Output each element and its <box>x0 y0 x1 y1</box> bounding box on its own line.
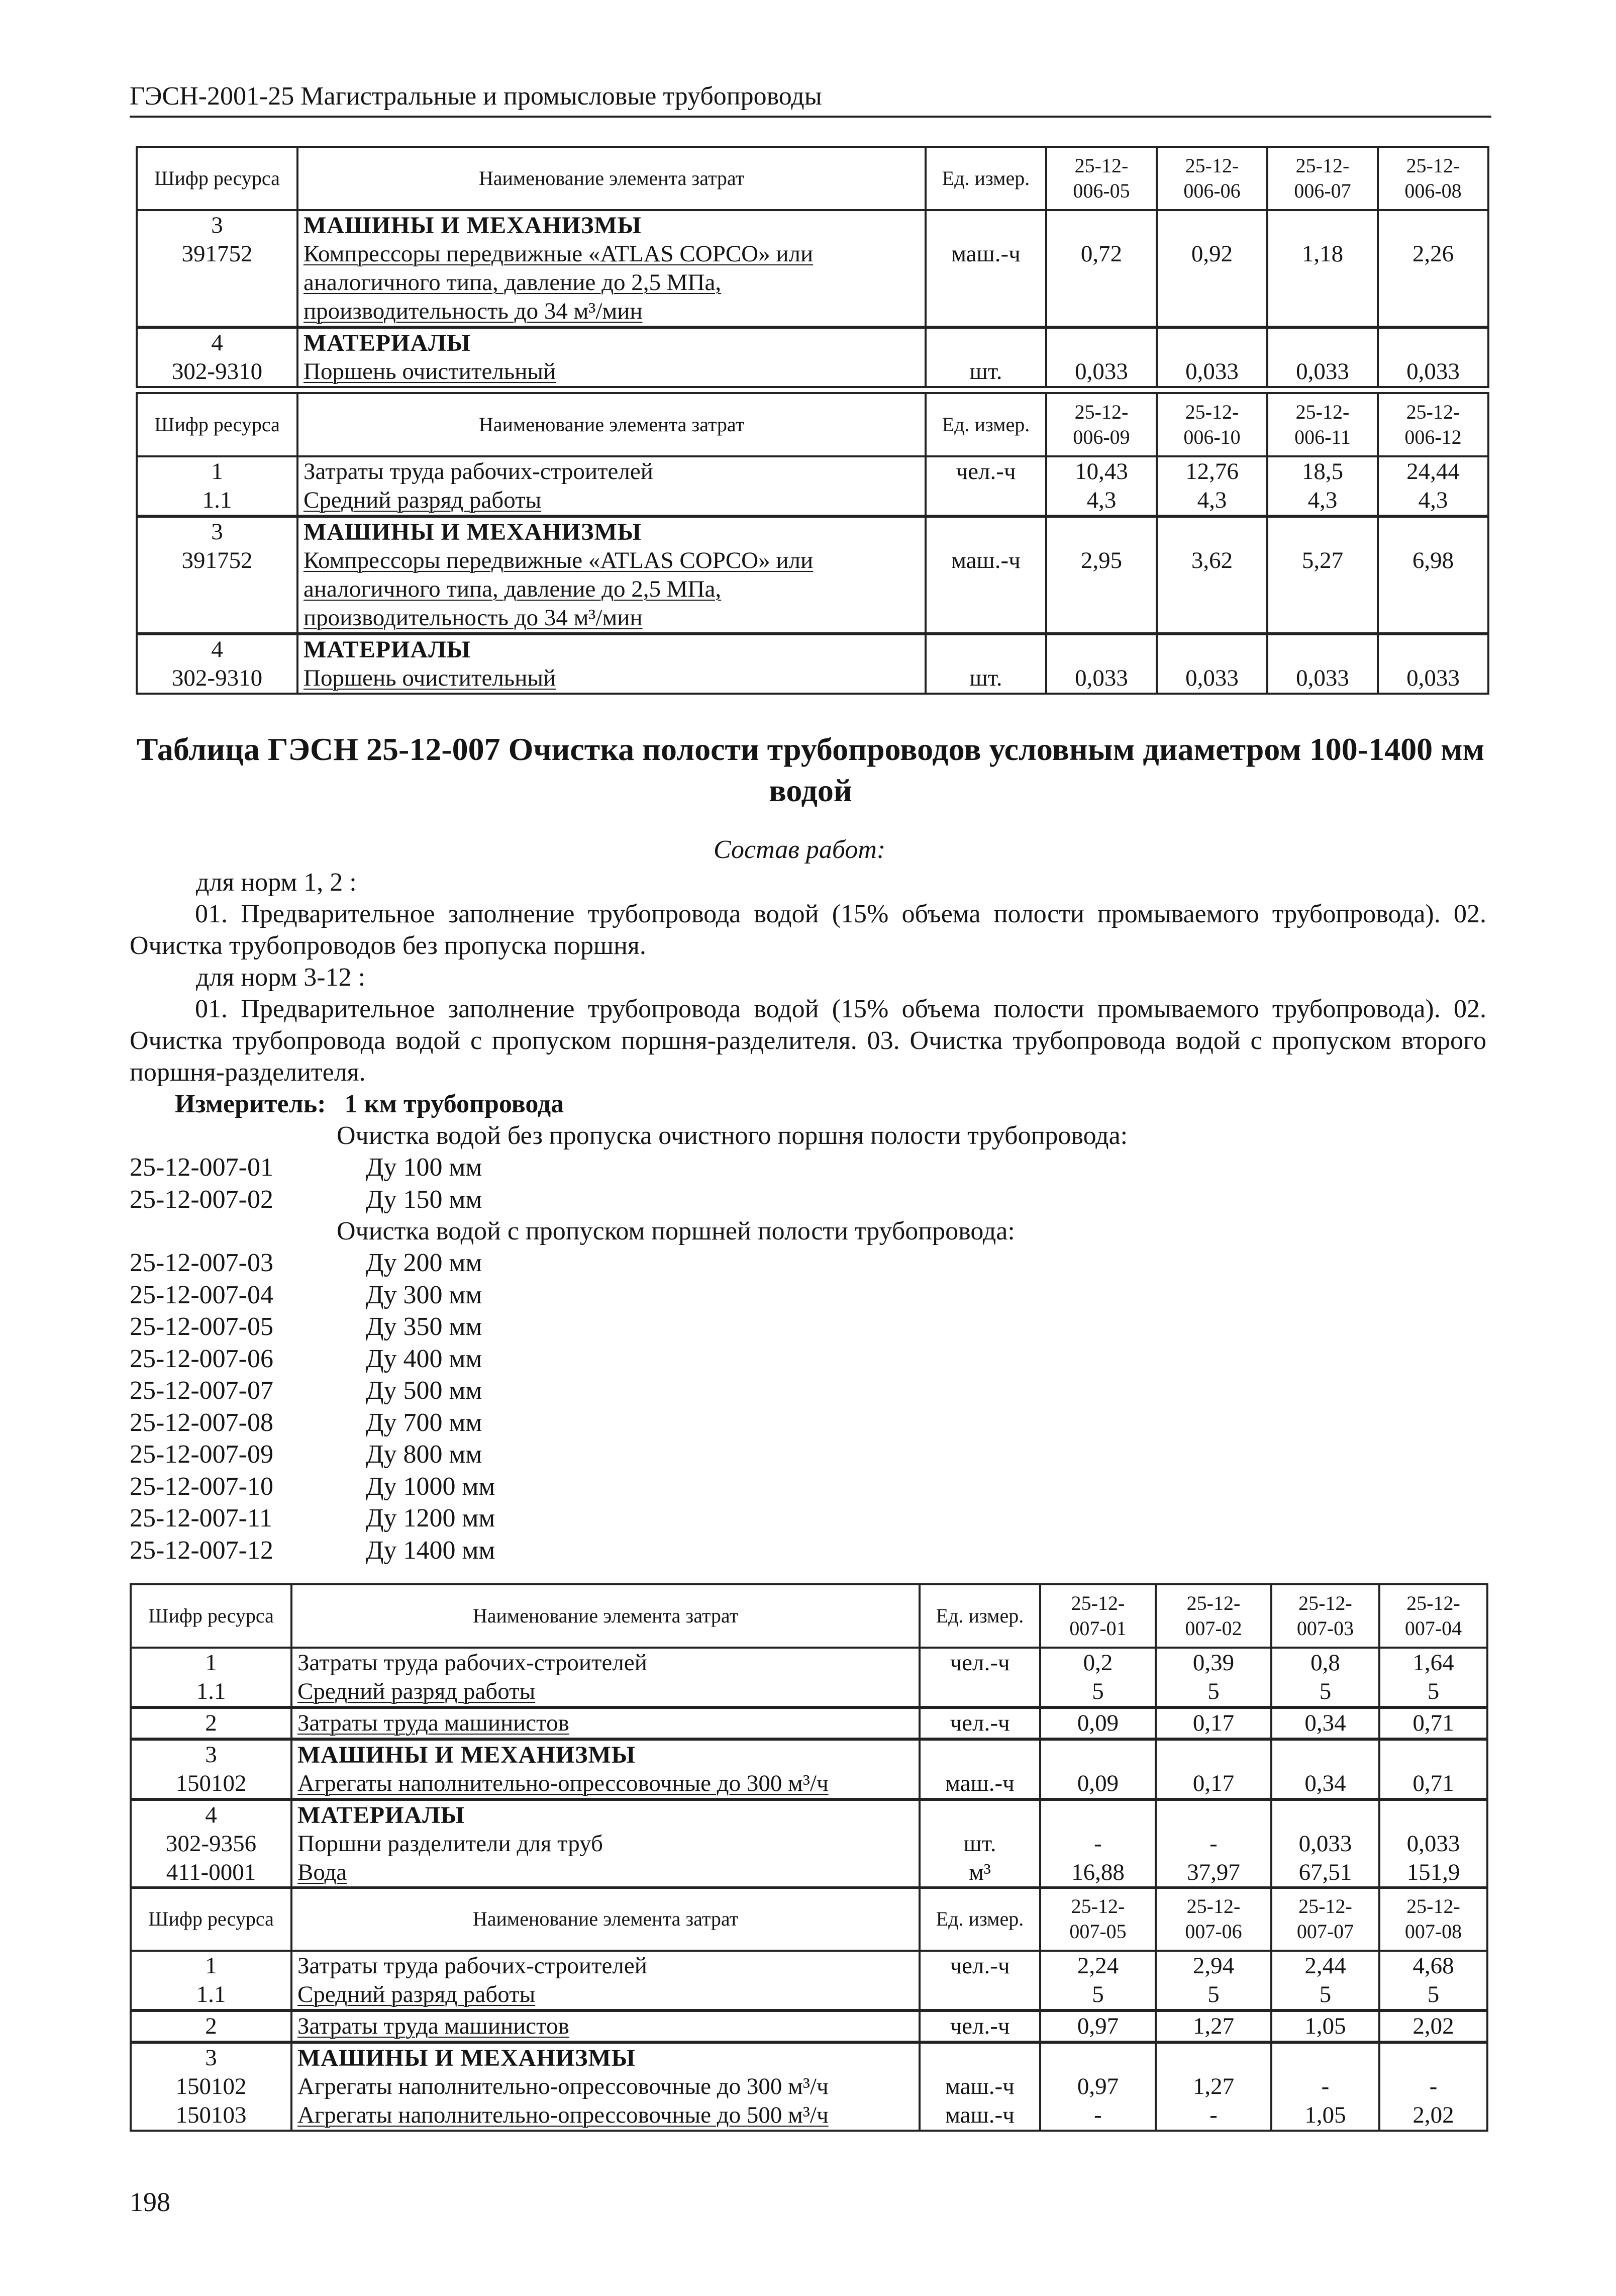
table-row <box>131 1648 1487 1677</box>
value-cell <box>1271 2042 1379 2072</box>
header-norm-code <box>1271 1584 1379 1648</box>
measure-label: Измеритель: <box>175 1090 326 1118</box>
value-cell: 1,05 <box>1271 2011 1379 2042</box>
value-cell: 0,92 <box>1157 240 1267 327</box>
header-code: Шифр ресурса <box>137 393 297 456</box>
value-cell: 0,72 <box>1046 240 1157 327</box>
resource-name: Агрегаты наполнительно-опрессовочные до 300 м³/ч <box>291 2072 920 2101</box>
resource-name: Агрегаты наполнительно-опрессовочные до 500 м³/ч <box>291 2101 920 2131</box>
group-row <box>137 634 1488 664</box>
resource-name: Поршни разделители для труб <box>291 1830 920 1858</box>
value-cell: 0,97 <box>1040 2072 1156 2101</box>
table-row <box>131 1677 1487 1707</box>
unit-cell <box>926 327 1046 357</box>
table-row <box>131 2072 1487 2101</box>
resource-name: Вода <box>291 1858 920 1888</box>
value-cell <box>1267 516 1378 546</box>
resource-code: 3 <box>131 1739 291 1769</box>
resource-code: 1 <box>131 1951 291 1980</box>
table-row <box>131 1858 1487 1888</box>
resource-code: 1.1 <box>131 1677 291 1707</box>
resource-code: 4 <box>137 327 297 357</box>
value-cell: 0,09 <box>1040 1707 1156 1739</box>
value-cell <box>1378 634 1488 664</box>
header-norm-code <box>1046 393 1157 456</box>
group-heading: МАШИНЫ И МЕХАНИЗМЫ <box>291 2042 920 2072</box>
group2-heading: Очистка водой с пропуском поршней полости трубопровода: <box>337 1217 1015 1246</box>
norm-code: 25-12-007-07 <box>130 1376 273 1405</box>
table-header-row <box>131 1584 1487 1648</box>
header-norm-code <box>1156 1584 1271 1648</box>
page-number: 198 <box>130 2187 170 2217</box>
norm-description: Ду 300 мм <box>366 1280 482 1309</box>
norm-code-part: 25-12- <box>1074 401 1129 423</box>
value-cell <box>1271 1739 1379 1769</box>
unit-cell: маш.-ч <box>926 546 1046 634</box>
value-cell: 24,44 <box>1378 456 1488 486</box>
header-code: Шифр ресурса <box>131 1887 291 1951</box>
value-cell <box>1267 634 1378 664</box>
value-cell: 0,39 <box>1156 1648 1271 1677</box>
norm-code: 25-12-007-04 <box>130 1280 273 1309</box>
group-row <box>131 1739 1487 1769</box>
group-row <box>131 1799 1487 1830</box>
resource-table-007-01-04 <box>130 1583 1488 1889</box>
value-cell: 0,033 <box>1378 357 1488 387</box>
table-row <box>131 1951 1487 1980</box>
unit-cell: шт. <box>926 357 1046 387</box>
norm-code-part: 006-10 <box>1183 426 1241 448</box>
resource-name: Компрессоры передвижные «ATLAS COPCO» или аналогичного типа, давление до 2,5 МПа, производительность до 34 м³/мин <box>297 546 926 634</box>
resource-code: 3 <box>137 210 297 240</box>
header-norm-code <box>1157 393 1267 456</box>
value-cell: 5 <box>1156 1677 1271 1707</box>
value-cell: 0,17 <box>1156 1707 1271 1739</box>
resource-name: Средний разряд работы <box>291 1980 920 2011</box>
value-cell: - <box>1040 2101 1156 2131</box>
value-cell: 5 <box>1040 1677 1156 1707</box>
value-cell: 2,94 <box>1156 1951 1271 1980</box>
table-row <box>131 2011 1487 2042</box>
unit-cell: чел.-ч <box>920 1707 1040 1739</box>
table-row <box>131 1830 1487 1858</box>
norm-code: 25-12-007-12 <box>130 1536 273 1565</box>
value-cell <box>1156 1799 1271 1830</box>
header-norm-code <box>1267 147 1378 210</box>
resource-table-006-05-08 <box>136 146 1489 388</box>
value-cell: 16,88 <box>1040 1858 1156 1888</box>
value-cell: 0,033 <box>1379 1830 1487 1858</box>
header-norm-code <box>1271 1887 1379 1951</box>
resource-code: 1.1 <box>131 1980 291 2011</box>
value-cell <box>1157 516 1267 546</box>
group-heading: МАШИНЫ И МЕХАНИЗМЫ <box>291 1739 920 1769</box>
norm-code-part: 25-12- <box>1298 1592 1352 1614</box>
norm-description: Ду 400 мм <box>366 1344 482 1373</box>
value-cell: 0,34 <box>1271 1769 1379 1799</box>
value-cell: 5 <box>1379 1677 1487 1707</box>
header-unit: Ед. измер. <box>926 393 1046 456</box>
norm-code: 25-12-007-02 <box>130 1185 273 1214</box>
norm-code-part: 007-04 <box>1404 1617 1462 1640</box>
header-norm-code <box>1040 1584 1156 1648</box>
table-row <box>131 2101 1487 2131</box>
norm-code-part: 007-03 <box>1296 1617 1354 1640</box>
resource-name: Затраты труда машинистов <box>291 1707 920 1739</box>
value-cell: 0,033 <box>1157 664 1267 694</box>
value-cell: 5 <box>1156 1980 1271 2011</box>
norm-description: Ду 150 мм <box>366 1185 482 1214</box>
value-cell: 5 <box>1040 1980 1156 2011</box>
value-cell: 2,02 <box>1379 2011 1487 2042</box>
norm-code-part: 007-08 <box>1404 1920 1462 1943</box>
unit-cell: маш.-ч <box>920 2101 1040 2131</box>
norm-description: Ду 1400 мм <box>366 1536 495 1565</box>
value-cell: 4,3 <box>1378 486 1488 516</box>
resource-code: 150102 <box>131 2072 291 2101</box>
norm-description: Ду 800 мм <box>366 1440 482 1469</box>
header-norm-code <box>1379 1887 1487 1951</box>
norm-code-part: 25-12- <box>1406 1592 1460 1614</box>
norm-code-part: 25-12- <box>1186 1592 1241 1614</box>
value-cell <box>1267 210 1378 240</box>
resource-name: Средний разряд работы <box>297 486 926 516</box>
value-cell: 0,71 <box>1379 1707 1487 1739</box>
value-cell <box>1156 1739 1271 1769</box>
value-cell <box>1157 210 1267 240</box>
norm-code: 25-12-007-01 <box>130 1153 273 1182</box>
value-cell <box>1046 210 1157 240</box>
table-row <box>131 1769 1487 1799</box>
value-cell: 0,033 <box>1157 357 1267 387</box>
resource-code: 2 <box>131 1707 291 1739</box>
group-row <box>137 516 1488 546</box>
measure-line <box>175 1088 564 1120</box>
value-cell: 2,44 <box>1271 1951 1379 1980</box>
value-cell: 0,033 <box>1267 664 1378 694</box>
resource-code: 150102 <box>131 1769 291 1799</box>
value-cell: 4,68 <box>1379 1951 1487 1980</box>
group-row <box>137 327 1488 357</box>
resource-code: 1 <box>137 456 297 486</box>
value-cell: 0,2 <box>1040 1648 1156 1677</box>
norm-code: 25-12-007-05 <box>130 1312 273 1341</box>
resource-name: Поршень очистительный <box>297 357 926 387</box>
value-cell: 5,27 <box>1267 546 1378 634</box>
norm-code-part: 007-07 <box>1296 1920 1354 1943</box>
resource-name: Затраты труда рабочих-строителей <box>291 1648 920 1677</box>
value-cell: 4,3 <box>1157 486 1267 516</box>
table-header-row <box>137 147 1488 210</box>
value-cell <box>1378 327 1488 357</box>
header-norm-code <box>1040 1887 1156 1951</box>
group-heading: МАТЕРИАЛЫ <box>297 327 926 357</box>
unit-cell <box>920 1677 1040 1707</box>
resource-code: 302-9310 <box>137 664 297 694</box>
table-row <box>137 357 1488 387</box>
resource-code: 150103 <box>131 2101 291 2131</box>
value-cell: 5 <box>1271 1980 1379 2011</box>
header-norm-code <box>1046 147 1157 210</box>
group-heading: МАТЕРИАЛЫ <box>297 634 926 664</box>
resource-name: Компрессоры передвижные «ATLAS COPCO» или аналогичного типа, давление до 2,5 МПа, производительность до 34 м³/мин <box>297 240 926 327</box>
norm-code-part: 006-07 <box>1294 179 1351 202</box>
unit-cell <box>920 1980 1040 2011</box>
value-cell: 2,26 <box>1378 240 1488 327</box>
resource-code: 1 <box>131 1648 291 1677</box>
header-name: Наименование элемента затрат <box>291 1887 920 1951</box>
value-cell: 4,3 <box>1046 486 1157 516</box>
resource-code: 3 <box>131 2042 291 2072</box>
norm-code-part: 006-11 <box>1294 426 1351 448</box>
norm-code-part: 25-12- <box>1406 1895 1460 1918</box>
norms-1-2-text: 01. Предварительное заполнение трубопровода водой (15% объема полости промываемого трубопровода). 02. Очистка трубопроводов без пропуска поршня. <box>130 900 1486 960</box>
norm-code-part: 25-12- <box>1074 154 1129 177</box>
value-cell <box>1267 327 1378 357</box>
norm-code: 25-12-007-03 <box>130 1249 273 1277</box>
value-cell: 1,05 <box>1271 2101 1379 2131</box>
unit-cell <box>920 2042 1040 2072</box>
unit-cell: чел.-ч <box>920 2011 1040 2042</box>
norm-code-part: 007-06 <box>1185 1920 1242 1943</box>
header-norm-code <box>1378 393 1488 456</box>
norm-code: 25-12-007-09 <box>130 1440 273 1469</box>
value-cell: 3,62 <box>1157 546 1267 634</box>
group-heading: МАТЕРИАЛЫ <box>291 1799 920 1830</box>
unit-cell <box>926 210 1046 240</box>
unit-cell: чел.-ч <box>920 1951 1040 1980</box>
table-row <box>137 240 1488 327</box>
group1-heading: Очистка водой без пропуска очистного поршня полости трубопровода: <box>337 1121 1128 1150</box>
unit-cell: чел.-ч <box>926 456 1046 486</box>
norms-3-12-label: для норм 3-12 : <box>196 963 366 992</box>
resource-code: 4 <box>137 634 297 664</box>
norms-3-12-text: 01. Предварительное заполнение трубопровода водой (15% объема полости промываемого трубопровода). 02. Очистка трубопровода водой с пропуском поршня-разделителя. 03. Очистка трубопровода водой с пропуском второго поршня-разделителя. <box>130 995 1486 1087</box>
value-cell: 0,71 <box>1379 1769 1487 1799</box>
norm-code-part: 25-12- <box>1071 1592 1125 1614</box>
value-cell: 1,27 <box>1156 2072 1271 2101</box>
norm-description: Ду 350 мм <box>366 1312 482 1341</box>
unit-cell <box>920 1799 1040 1830</box>
norm-description: Ду 1200 мм <box>366 1504 495 1533</box>
value-cell: 0,34 <box>1271 1707 1379 1739</box>
unit-cell <box>926 486 1046 516</box>
value-cell: - <box>1156 2101 1271 2131</box>
table-header-row <box>137 393 1488 456</box>
resource-code: 391752 <box>137 546 297 634</box>
resource-name: Затраты труда машинистов <box>291 2011 920 2042</box>
table-row <box>131 1707 1487 1739</box>
header-norm-code <box>1157 147 1267 210</box>
value-cell: 0,8 <box>1271 1648 1379 1677</box>
value-cell <box>1156 2042 1271 2072</box>
norm-code-part: 007-05 <box>1069 1920 1127 1943</box>
norm-description: Ду 1000 мм <box>366 1472 495 1501</box>
header-name: Наименование элемента затрат <box>297 393 926 456</box>
unit-cell: м³ <box>920 1858 1040 1888</box>
header-code: Шифр ресурса <box>131 1584 291 1648</box>
table-row <box>137 456 1488 486</box>
resource-code: 2 <box>131 2011 291 2042</box>
resource-table-006-09-12 <box>136 392 1489 695</box>
value-cell: 1,27 <box>1156 2011 1271 2042</box>
norm-description: Ду 100 мм <box>366 1153 482 1182</box>
value-cell: 67,51 <box>1271 1858 1379 1888</box>
norm-code-part: 25-12- <box>1186 1895 1241 1918</box>
resource-code: 302-9310 <box>137 357 297 387</box>
value-cell: 0,033 <box>1271 1830 1379 1858</box>
norm-code-part: 25-12- <box>1295 154 1350 177</box>
norm-code: 25-12-007-08 <box>130 1408 273 1437</box>
unit-cell: шт. <box>926 664 1046 694</box>
norm-code-part: 25-12- <box>1406 401 1460 423</box>
norm-code-part: 006-09 <box>1073 426 1130 448</box>
norm-code-part: 25-12- <box>1295 401 1350 423</box>
value-cell: 2,24 <box>1040 1951 1156 1980</box>
value-cell: 6,98 <box>1378 546 1488 634</box>
running-header: ГЭСН-2001-25 Магистральные и промысловые трубопроводы <box>130 80 1491 118</box>
value-cell <box>1046 634 1157 664</box>
value-cell <box>1379 2042 1487 2072</box>
value-cell: 0,033 <box>1046 357 1157 387</box>
value-cell: 37,97 <box>1156 1858 1271 1888</box>
value-cell: 1,18 <box>1267 240 1378 327</box>
norm-code: 25-12-007-06 <box>130 1344 273 1373</box>
header-norm-code <box>1379 1584 1487 1648</box>
header-unit: Ед. измер. <box>926 147 1046 210</box>
resource-table-007-05-08 <box>130 1886 1488 2132</box>
resource-name: Средний разряд работы <box>291 1677 920 1707</box>
value-cell <box>1157 327 1267 357</box>
value-cell: 0,033 <box>1267 357 1378 387</box>
value-cell: 2,02 <box>1379 2101 1487 2131</box>
value-cell: 1,64 <box>1379 1648 1487 1677</box>
header-norm-code <box>1378 147 1488 210</box>
value-cell: 2,95 <box>1046 546 1157 634</box>
resource-code: 1.1 <box>137 486 297 516</box>
value-cell <box>1379 1739 1487 1769</box>
table-row <box>137 664 1488 694</box>
value-cell <box>1040 2042 1156 2072</box>
value-cell <box>1378 210 1488 240</box>
resource-name: Затраты труда рабочих-строителей <box>291 1951 920 1980</box>
resource-code: 302-9356 <box>131 1830 291 1858</box>
table-row <box>137 486 1488 516</box>
header-unit: Ед. измер. <box>920 1584 1040 1648</box>
value-cell: 10,43 <box>1046 456 1157 486</box>
norm-code: 25-12-007-11 <box>130 1504 273 1533</box>
composition-label: Состав работ: <box>714 835 886 864</box>
norm-code-part: 006-06 <box>1183 179 1241 202</box>
table-title: Таблица ГЭСН 25-12-007 Очистка полости трубопроводов условным диаметром 100-1400 мм водой <box>136 731 1485 808</box>
norm-code: 25-12-007-10 <box>130 1472 273 1501</box>
resource-name: Поршень очистительный <box>297 664 926 694</box>
value-cell <box>1271 1799 1379 1830</box>
norm-code-part: 006-08 <box>1404 179 1462 202</box>
value-cell: 0,033 <box>1378 664 1488 694</box>
header-name: Наименование элемента затрат <box>297 147 926 210</box>
measure-value: 1 км трубопровода <box>344 1090 564 1118</box>
norm-code-part: 006-12 <box>1404 426 1462 448</box>
value-cell: 0,17 <box>1156 1769 1271 1799</box>
value-cell: - <box>1040 1830 1156 1858</box>
value-cell <box>1046 516 1157 546</box>
group-row <box>131 2042 1487 2072</box>
value-cell <box>1040 1739 1156 1769</box>
header-norm-code <box>1267 393 1378 456</box>
value-cell: 0,033 <box>1046 664 1157 694</box>
resource-code: 4 <box>131 1799 291 1830</box>
header-name: Наименование элемента затрат <box>291 1584 920 1648</box>
table-row <box>137 546 1488 634</box>
unit-cell <box>926 516 1046 546</box>
unit-cell: маш.-ч <box>926 240 1046 327</box>
value-cell: 5 <box>1379 1980 1487 2011</box>
unit-cell: чел.-ч <box>920 1648 1040 1677</box>
table-row <box>131 1980 1487 2011</box>
unit-cell: шт. <box>920 1830 1040 1858</box>
header-norm-code <box>1156 1887 1271 1951</box>
group-row <box>137 210 1488 240</box>
norm-code-part: 007-02 <box>1185 1617 1242 1640</box>
header-code: Шифр ресурса <box>137 147 297 210</box>
norm-code-part: 25-12- <box>1406 154 1460 177</box>
group-heading: МАШИНЫ И МЕХАНИЗМЫ <box>297 210 926 240</box>
value-cell: 151,9 <box>1379 1858 1487 1888</box>
resource-code: 411-0001 <box>131 1858 291 1888</box>
value-cell: - <box>1156 1830 1271 1858</box>
value-cell: 18,5 <box>1267 456 1378 486</box>
resource-name: Затраты труда рабочих-строителей <box>297 456 926 486</box>
group-heading: МАШИНЫ И МЕХАНИЗМЫ <box>297 516 926 546</box>
value-cell: - <box>1379 2072 1487 2101</box>
value-cell <box>1379 1799 1487 1830</box>
resource-code: 3 <box>137 516 297 546</box>
norm-code-part: 25-12- <box>1185 154 1239 177</box>
unit-cell: маш.-ч <box>920 2072 1040 2101</box>
unit-cell <box>920 1739 1040 1769</box>
norms-1-2-label: для норм 1, 2 : <box>196 868 357 897</box>
value-cell: 0,97 <box>1040 2011 1156 2042</box>
resource-name: Агрегаты наполнительно-опрессовочные до 300 м³/ч <box>291 1769 920 1799</box>
unit-cell: маш.-ч <box>920 1769 1040 1799</box>
value-cell: - <box>1271 2072 1379 2101</box>
value-cell: 5 <box>1271 1677 1379 1707</box>
resource-code: 391752 <box>137 240 297 327</box>
header-unit: Ед. измер. <box>920 1887 1040 1951</box>
value-cell <box>1378 516 1488 546</box>
norm-code-part: 25-12- <box>1185 401 1239 423</box>
value-cell: 0,09 <box>1040 1769 1156 1799</box>
table-header-row <box>131 1887 1487 1951</box>
value-cell <box>1040 1799 1156 1830</box>
value-cell <box>1157 634 1267 664</box>
value-cell <box>1046 327 1157 357</box>
norm-description: Ду 700 мм <box>366 1408 482 1437</box>
norm-code-part: 25-12- <box>1071 1895 1125 1918</box>
value-cell: 4,3 <box>1267 486 1378 516</box>
unit-cell <box>926 634 1046 664</box>
norm-description: Ду 500 мм <box>366 1376 482 1405</box>
value-cell: 12,76 <box>1157 456 1267 486</box>
norm-code-part: 006-05 <box>1073 179 1130 202</box>
norm-code-part: 25-12- <box>1298 1895 1352 1918</box>
norm-description: Ду 200 мм <box>366 1249 482 1277</box>
norm-code-part: 007-01 <box>1069 1617 1127 1640</box>
